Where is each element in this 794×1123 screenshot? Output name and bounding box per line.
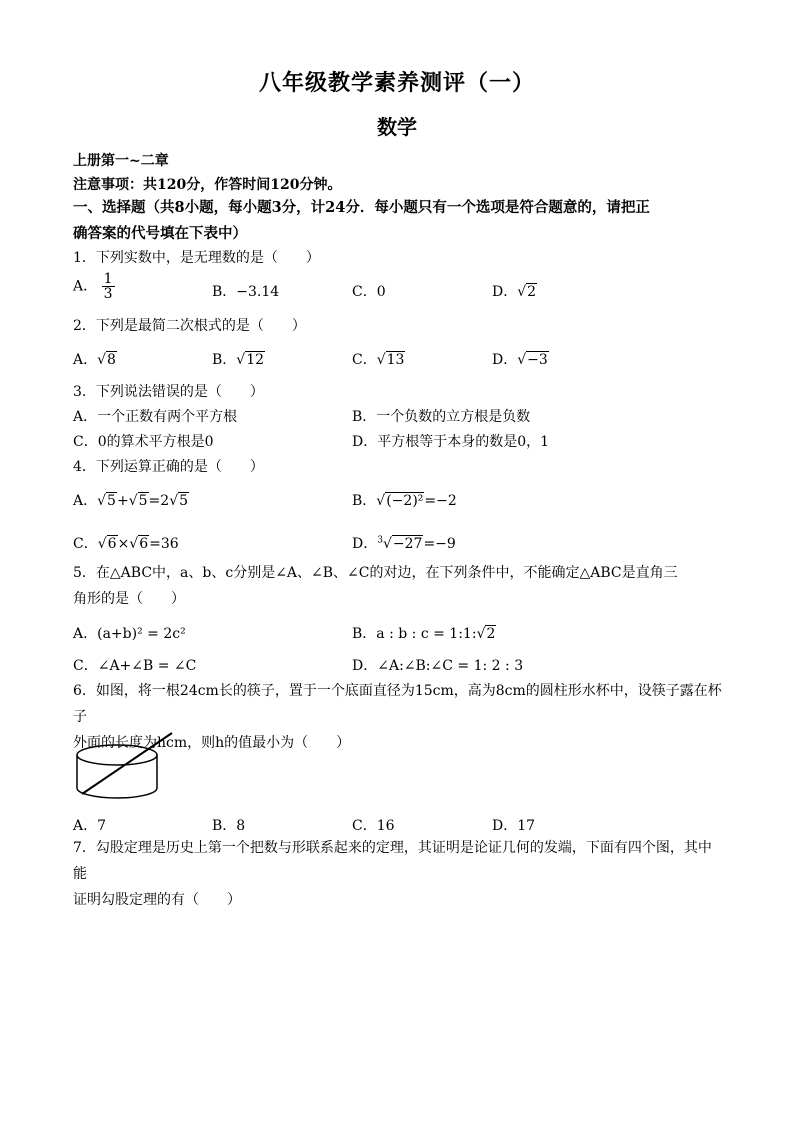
q4-d-eq: =−9 — [423, 536, 456, 552]
q1-option-b: B．−3.14 — [212, 284, 280, 300]
q2-d-label: D． — [492, 352, 518, 368]
q5-b-label: B．a : b : c = 1:1: — [352, 626, 477, 642]
q2-option-b — [212, 349, 265, 369]
notice-line: 注意事项：共120分，作答时间120分钟。 — [73, 177, 342, 193]
cylinder-chopstick-figure — [70, 730, 180, 805]
q1-a-numerator: 1 — [103, 271, 113, 287]
sqrt-sign-icon: √12 — [236, 352, 265, 368]
q5-b-radicand: 2 — [486, 626, 496, 642]
sqrt-sign-icon: √2 — [476, 626, 496, 642]
cube-root-sign-icon: √−27 — [382, 536, 423, 552]
q4-a-rad2: 5 — [138, 493, 148, 509]
q2-stem: 2．下列是最简二次根式的是（ ） — [73, 318, 306, 334]
q2-b-label: B． — [212, 352, 237, 368]
sqrt-sign-icon: √2 — [517, 284, 537, 300]
q4-a-label: A． — [73, 493, 98, 509]
q4-b-label: B． — [352, 493, 377, 509]
q4-option-b — [352, 490, 457, 510]
q4-a-op: + — [116, 493, 129, 509]
q7-stem-line2: 证明勾股定理的有（ ） — [73, 892, 241, 908]
q2-a-label: A． — [73, 352, 98, 368]
q3-option-c: C．0的算术平方根是0 — [73, 434, 214, 450]
sqrt-sign-icon: √−3 — [517, 352, 548, 368]
section1-heading-line2: 确答案的代号填在下表中） — [73, 225, 247, 242]
q4-b-radicand: (−2)² — [386, 493, 424, 509]
q6-option-b: B．8 — [212, 818, 246, 834]
sqrt-sign-icon: √6 — [97, 536, 117, 552]
q4-d-radicand: −27 — [392, 536, 423, 552]
q5-option-a: A．(a+b)² = 2c² — [73, 626, 186, 642]
q5-option-b — [352, 623, 496, 643]
q2-d-radicand: −3 — [527, 352, 548, 368]
q2-a-radicand: 8 — [107, 352, 116, 368]
q3-option-a: A．一个正数有两个平方根 — [73, 409, 238, 425]
subject-title: 数学 — [377, 115, 417, 139]
q3-option-d: D．平方根等于本身的数是0，1 — [352, 434, 550, 450]
q4-b-eq: =−2 — [424, 493, 457, 509]
q6-option-a: A．7 — [73, 818, 107, 834]
sqrt-sign-icon: √(−2)² — [376, 493, 424, 509]
q6-stem-line1: 6．如图，将一根24cm长的筷子，置于一个底面直径为15cm，高为8cm的圆柱形水杯中，设筷子露在杯子 — [73, 683, 722, 725]
cylinder-top-rim — [77, 745, 157, 765]
q6-option-d: D．17 — [492, 818, 536, 834]
sqrt-sign-icon: √8 — [97, 352, 116, 368]
q4-option-d — [352, 533, 456, 553]
q4-option-c — [73, 533, 179, 553]
q1-a-fraction — [102, 272, 115, 301]
q4-c-op: × — [117, 536, 130, 552]
q3-stem: 3．下列说法错误的是（ ） — [73, 384, 264, 400]
sqrt-sign-icon: √5 — [169, 493, 189, 509]
q4-d-label: D． — [352, 536, 378, 552]
q1-stem: 1．下列实数中，是无理数的是（ ） — [73, 250, 320, 266]
sqrt-sign-icon: √5 — [128, 493, 148, 509]
q6-stem-line2: 外面的长度为hcm，则h的值最小为（ ） — [73, 735, 351, 751]
sqrt-sign-icon: √13 — [376, 352, 405, 368]
q7-stem — [73, 835, 723, 913]
q5-stem — [73, 560, 723, 612]
q2-option-a — [73, 349, 117, 369]
q4-c-eq: =36 — [149, 536, 179, 552]
q2-c-label: C． — [352, 352, 377, 368]
q5-option-c: C．∠A+∠B = ∠C — [73, 658, 197, 674]
q4-option-a — [73, 490, 189, 510]
exam-title: 八年级教学素养测评（一） — [258, 70, 535, 96]
q4-d-index: 3 — [377, 535, 383, 546]
sqrt-sign-icon: √5 — [97, 493, 116, 509]
q1-option-c: C．0 — [352, 284, 386, 300]
q2-b-radicand: 12 — [246, 352, 265, 368]
q4-a-eq: =2 — [148, 493, 170, 509]
sqrt-sign-icon: √6 — [129, 536, 149, 552]
section1-heading-line1: 一、选择题（共8小题，每小题3分，计24分．每小题只有一个选项是符合题意的，请把正 — [73, 199, 650, 216]
q5-option-d: D．∠A:∠B:∠C = 1: 2 : 3 — [352, 658, 524, 674]
q3-option-b: B．一个负数的立方根是负数 — [352, 409, 531, 425]
q6-option-c: C．16 — [352, 818, 395, 834]
q5-stem-line2: 角形的是（ ） — [73, 591, 185, 607]
q1-a-label: A． — [73, 278, 98, 295]
q7-stem-line1: 7．勾股定理是历史上第一个把数与形联系起来的定理，其证明是论证几何的发端，下面有四个图，其中能 — [73, 840, 712, 882]
scope-line: 上册第一~二章 — [73, 153, 169, 169]
q1-d-radicand: 2 — [527, 284, 537, 300]
q4-c-label: C． — [73, 536, 98, 552]
q1-a-denominator: 3 — [103, 286, 113, 302]
q4-stem: 4．下列运算正确的是（ ） — [73, 459, 264, 475]
q4-c-rad1: 6 — [107, 536, 117, 552]
q4-c-rad2: 6 — [139, 536, 149, 552]
q1-option-a — [73, 272, 115, 301]
q4-a-rad1: 5 — [107, 493, 116, 509]
q2-option-c — [352, 349, 405, 369]
q5-stem-line1: 5．在△ABC中，a、b、c分别是∠A、∠B、∠C的对边，在下列条件中，不能确定△ABC是直角三 — [73, 565, 678, 581]
q1-d-label: D． — [492, 284, 518, 300]
q2-c-radicand: 13 — [386, 352, 405, 368]
q4-a-rad3: 5 — [179, 493, 189, 509]
section1-heading — [73, 195, 723, 247]
q1-option-d — [492, 281, 537, 301]
q2-option-d — [492, 349, 549, 369]
